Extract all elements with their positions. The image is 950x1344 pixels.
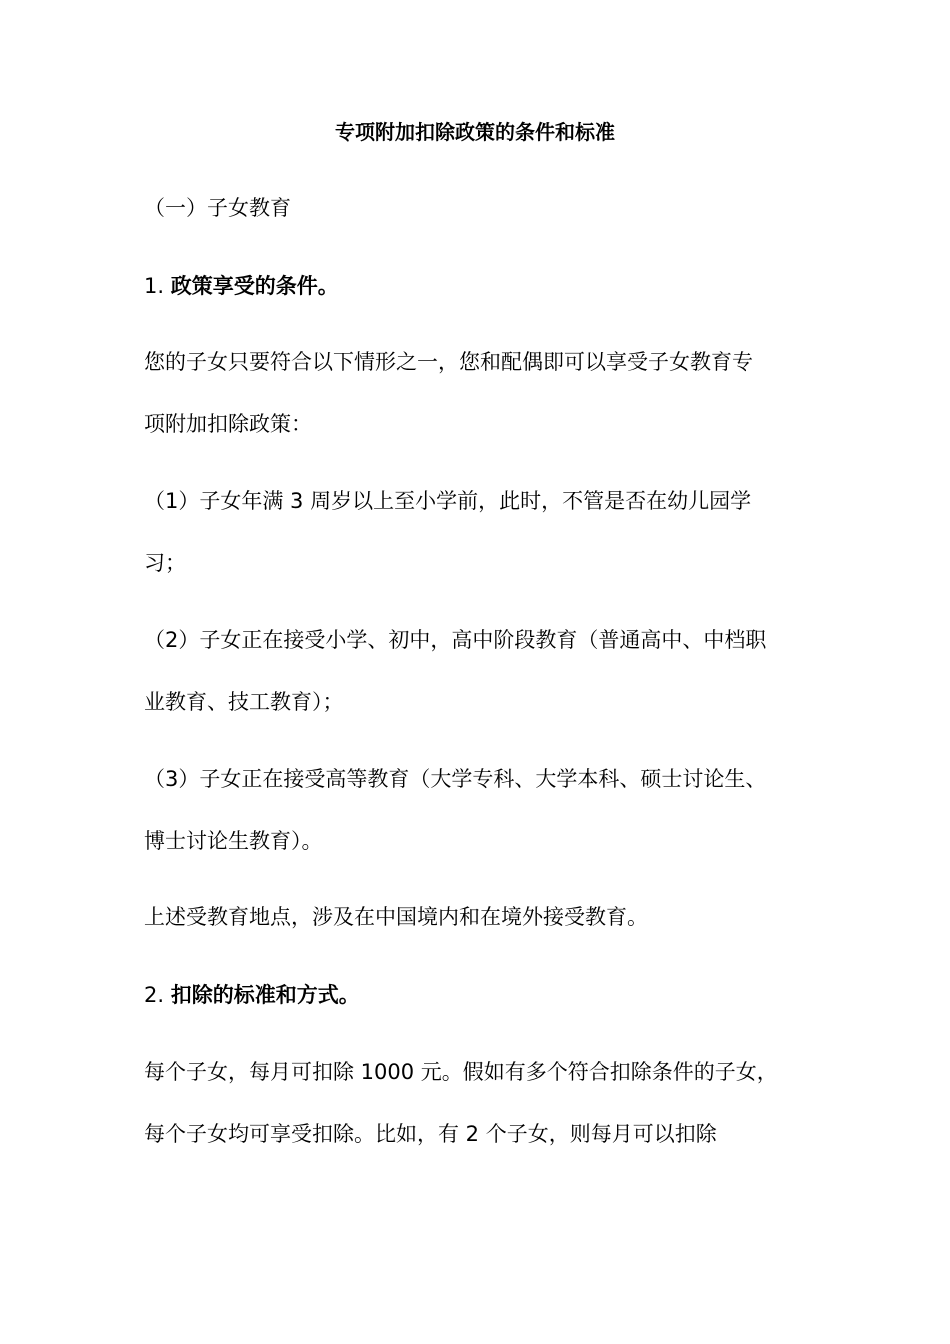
condition-line: 业教育、技工教育）；: [144, 690, 344, 714]
document-title: 专项附加扣除政策的条件和标准: [335, 120, 615, 144]
section-heading: （一）子女教育: [144, 196, 291, 220]
paragraph-line: 项附加扣除政策：: [144, 412, 312, 436]
item-title: 政策享受的条件。: [170, 274, 339, 298]
condition-line: （1）子女年满 3 周岁以上至小学前，此时，不管是否在幼儿园学: [144, 489, 752, 513]
item-heading-2: [144, 980, 360, 1010]
paragraph-line: 每个子女，每月可扣除 1000 元。假如有多个符合扣除条件的子女，: [144, 1060, 778, 1084]
condition-line: 习；: [144, 551, 186, 575]
item-heading-1: [144, 271, 339, 301]
condition-line: （2）子女正在接受小学、初中，高中阶段教育（普通高中、中档职: [144, 628, 767, 652]
condition-line: （3）子女正在接受高等教育（大学专科、大学本科、硕士讨论生、: [144, 767, 767, 791]
paragraph-line: 每个子女均可享受扣除。比如，有 2 个子女，则每月可以扣除: [144, 1122, 717, 1146]
item-number: 2.: [144, 983, 165, 1007]
paragraph-line: 上述受教育地点，涉及在中国境内和在境外接受教育。: [144, 905, 648, 929]
condition-line: 博士讨论生教育）。: [144, 829, 323, 853]
item-number: 1.: [144, 274, 165, 298]
item-title: 扣除的标准和方式。: [170, 983, 360, 1007]
paragraph-line: 您的子女只要符合以下情形之一，您和配偶即可以享受子女教育专: [144, 350, 753, 374]
